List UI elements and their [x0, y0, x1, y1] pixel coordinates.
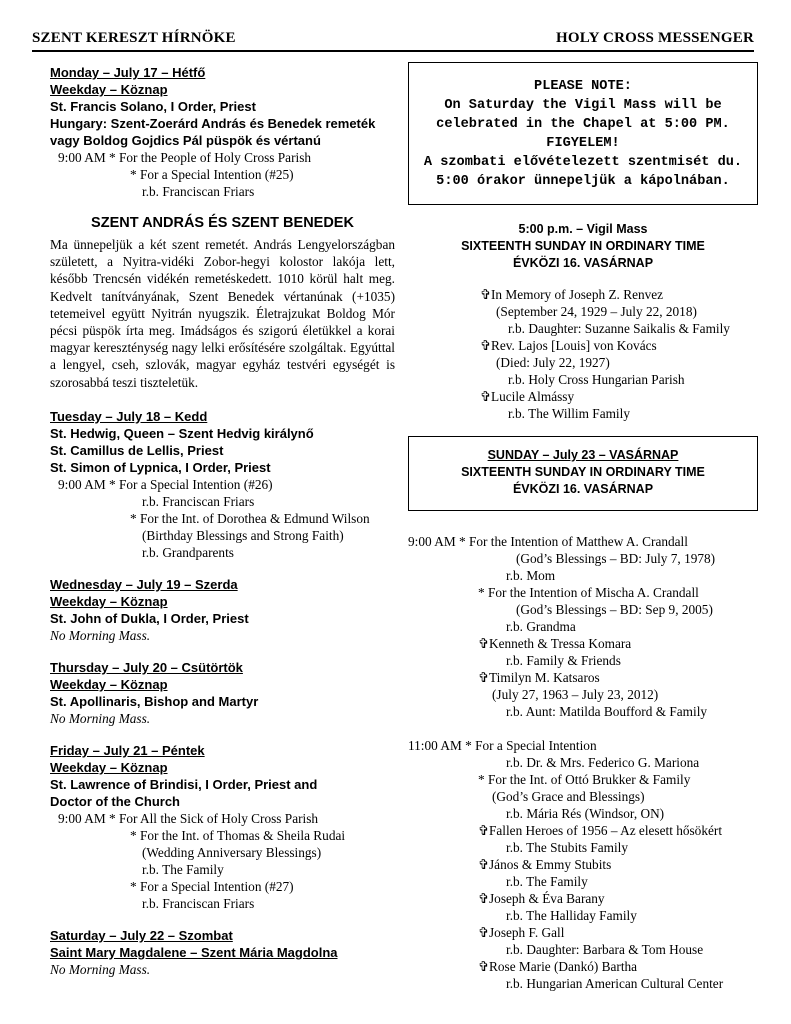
- notice-box: [408, 62, 758, 205]
- thursday-section: [50, 659, 395, 727]
- right-column: [408, 62, 758, 992]
- vigil-heading: [408, 221, 758, 272]
- requested-by: r.b. Franciscan Friars: [142, 184, 255, 199]
- intention-detail: (Wedding Anniversary Blessings): [142, 844, 322, 860]
- cross-icon: ✞: [478, 857, 490, 872]
- memorial-entry: ✞János & Emmy Stubits: [478, 857, 612, 872]
- header-title-english: HOLY CROSS MESSENGER: [556, 30, 754, 46]
- wednesday-section: [50, 576, 395, 644]
- intention-detail: (God’s Blessings – BD: Sep 9, 2005): [516, 602, 713, 617]
- monday-section: [50, 64, 395, 200]
- saint-name: St. Simon of Lypnica, I Order, Priest: [50, 459, 271, 475]
- memorial-entry: ✞Joseph F. Gall: [478, 925, 565, 940]
- requested-by: r.b. The Halliday Family: [506, 908, 637, 923]
- requested-by: r.b. Grandparents: [142, 544, 234, 560]
- saint-name: Doctor of the Church: [50, 793, 180, 809]
- saint-name: St. John of Dukla, I Order, Priest: [50, 610, 249, 626]
- requested-by: r.b. Aunt: Matilda Boufford & Family: [506, 704, 708, 719]
- requested-by: r.b. Franciscan Friars: [142, 493, 255, 509]
- memorial-entry: ✞Joseph & Éva Barany: [478, 891, 605, 906]
- mass-intention: * For the Intention of Mischa A. Crandall: [478, 585, 699, 600]
- friday-section: [50, 742, 395, 912]
- mass-note: No Morning Mass.: [50, 961, 151, 977]
- day-heading: Monday – July 17 – Hétfő: [50, 65, 206, 80]
- requested-by: r.b. Dr. & Mrs. Federico G. Mariona: [506, 755, 700, 770]
- day-heading: Tuesday – July 18 – Kedd: [50, 408, 208, 424]
- article-title: SZENT ANDRÁS ÉS SZENT BENEDEK: [91, 215, 354, 231]
- requested-by: r.b. The Willim Family: [508, 406, 630, 421]
- requested-by: r.b. Daughter: Suzanne Saikalis & Family: [508, 321, 730, 336]
- cross-icon: ✞: [480, 338, 492, 353]
- header-title-hungarian: SZENT KERESZT HÍRNÖKE: [32, 30, 236, 46]
- left-column: [50, 64, 395, 993]
- cross-icon: ✞: [478, 823, 490, 838]
- requested-by: r.b. Mom: [506, 568, 556, 583]
- mass-intention: 9:00 AM * For a Special Intention (#26): [58, 476, 273, 492]
- weekday-label: Weekday – Köznap: [50, 676, 168, 692]
- requested-by: r.b. Franciscan Friars: [142, 895, 255, 911]
- memorial-entry: ✞Lucile Almássy: [480, 389, 575, 404]
- requested-by: r.b. Hungarian American Cultural Center: [506, 976, 724, 991]
- weekday-label: Weekday – Köznap: [50, 759, 168, 775]
- memorial-entry: ✞Fallen Heroes of 1956 – Az elesett hősökért: [478, 823, 723, 838]
- memorial-entry: ✞Timilyn M. Katsaros: [478, 670, 600, 685]
- mass-intention: * For the Int. of Ottó Brukker & Family: [478, 772, 691, 787]
- notice-line: On Saturday the Vigil Mass will be: [444, 98, 722, 113]
- cross-icon: ✞: [478, 670, 490, 685]
- sunday-11am-intentions: [408, 737, 758, 992]
- requested-by: r.b. Daughter: Barbara & Tom House: [506, 942, 704, 957]
- saint-name: St. Apollinaris, Bishop and Martyr: [50, 693, 259, 709]
- liturgical-title: SIXTEENTH SUNDAY IN ORDINARY TIME: [461, 465, 705, 479]
- requested-by: r.b. The Stubits Family: [506, 840, 629, 855]
- memorial-entry: ✞Rev. Lajos [Louis] von Kovács: [480, 338, 657, 353]
- notice-line: celebrated in the Chapel at 5:00 PM.: [436, 117, 730, 132]
- day-heading: Wednesday – July 19 – Szerda: [50, 576, 238, 592]
- mass-intention: 11:00 AM * For a Special Intention: [408, 738, 597, 753]
- cross-icon: ✞: [480, 389, 492, 404]
- cross-icon: ✞: [478, 636, 490, 651]
- requested-by: r.b. The Family: [142, 861, 224, 877]
- saint-name: Saint Mary Magdalene – Szent Mária Magdolna: [50, 944, 338, 960]
- intention-detail: (Birthday Blessings and Strong Faith): [142, 527, 344, 543]
- article-text: Ma ünnepeljük a két szent remetét. András Lengyelországban született, a Nyitra-vidéki Zobor-hegyi kolostor lakója lett, később Trencsén vidékén remetéskedett. 1010 körül halt meg. Kedvelt tanítványának, Szent Benedek vértanúnak (+1035) tetemeivel együtt Nyitrán nyugszik. Életrajzukat Boldog Mór pécsi püspök írta meg. Imádságos és szigorú életükkel a korai magyar kereszténység nagy lelki erősítésére szolgáltak. Egyúttal a lengyel, cseh, szlovák, magyar egyház testvéri egységét is szorosabbá teszi tiszteletük.: [50, 237, 395, 390]
- liturgical-title-hungarian: ÉVKÖZI 16. VASÁRNAP: [512, 256, 654, 270]
- saint-name: St. Francis Solano, I Order, Priest: [50, 99, 256, 114]
- memorial-entry: ✞In Memory of Joseph Z. Renvez: [480, 287, 664, 302]
- mass-intention: 9:00 AM * For the People of Holy Cross Parish: [58, 150, 312, 165]
- saint-name: vagy Boldog Gojdics Pál püspök és vértanú: [50, 133, 321, 148]
- intention-detail: (Died: July 22, 1927): [496, 355, 610, 370]
- liturgical-title: SIXTEENTH SUNDAY IN ORDINARY TIME: [461, 239, 705, 253]
- cross-icon: ✞: [478, 891, 490, 906]
- saint-name: St. Hedwig, Queen – Szent Hedvig királynő: [50, 425, 314, 441]
- mass-intention: 9:00 AM * For All the Sick of Holy Cross Parish: [58, 810, 319, 826]
- memorial-entry: ✞Rose Marie (Dankó) Bartha: [478, 959, 638, 974]
- requested-by: r.b. Holy Cross Hungarian Parish: [508, 372, 685, 387]
- liturgical-title-hungarian: ÉVKÖZI 16. VASÁRNAP: [512, 482, 654, 496]
- mass-note: No Morning Mass.: [50, 627, 151, 643]
- weekday-label: Weekday – Köznap: [50, 82, 168, 97]
- vigil-intentions: [480, 286, 758, 422]
- cross-icon: ✞: [480, 287, 492, 302]
- requested-by: r.b. The Family: [506, 874, 588, 889]
- page-header: [32, 30, 754, 52]
- mass-note: No Morning Mass.: [50, 710, 151, 726]
- mass-intention: 9:00 AM * For the Intention of Matthew A. Crandall: [408, 534, 688, 549]
- requested-by: r.b. Family & Friends: [506, 653, 621, 668]
- tuesday-section: [50, 408, 395, 561]
- intention-detail: (July 27, 1963 – July 23, 2012): [492, 687, 659, 702]
- notice-line: A szombati elővételezett szentmisét du.: [423, 155, 743, 170]
- mass-intention: * For a Special Intention (#25): [130, 167, 294, 182]
- sunday-box: [408, 436, 758, 511]
- saint-name: Hungary: Szent-Zoerárd András és Benedek remeték: [50, 116, 376, 131]
- day-heading: Saturday – July 22 – Szombat: [50, 927, 233, 943]
- requested-by: r.b. Grandma: [506, 619, 576, 634]
- notice-line: PLEASE NOTE:: [534, 79, 632, 94]
- saint-name: St. Camillus de Lellis, Priest: [50, 442, 224, 458]
- day-heading: SUNDAY – July 23 – VASÁRNAP: [487, 448, 679, 462]
- intention-detail: (God’s Blessings – BD: July 7, 1978): [516, 551, 716, 566]
- intention-detail: (September 24, 1929 – July 22, 2018): [496, 304, 697, 319]
- intention-detail: (God’s Grace and Blessings): [492, 789, 645, 804]
- cross-icon: ✞: [478, 925, 490, 940]
- vigil-time: 5:00 p.m. – Vigil Mass: [518, 222, 648, 236]
- mass-intention: * For the Int. of Dorothea & Edmund Wilson: [130, 510, 370, 526]
- weekday-label: Weekday – Köznap: [50, 593, 168, 609]
- day-heading: Friday – July 21 – Péntek: [50, 742, 205, 758]
- saint-name: St. Lawrence of Brindisi, I Order, Priest and: [50, 776, 318, 792]
- memorial-entry: ✞Kenneth & Tressa Komara: [478, 636, 632, 651]
- day-heading: Thursday – July 20 – Csütörtök: [50, 659, 243, 675]
- cross-icon: ✞: [478, 959, 490, 974]
- requested-by: r.b. Mária Rés (Windsor, ON): [506, 806, 665, 821]
- saturday-section: [50, 927, 395, 978]
- mass-intention: * For the Int. of Thomas & Sheila Rudai: [130, 827, 346, 843]
- mass-intention: * For a Special Intention (#27): [130, 878, 294, 894]
- notice-line: 5:00 órakor ünnepeljük a kápolnában.: [436, 174, 730, 189]
- notice-line: FIGYELEM!: [546, 136, 620, 151]
- sunday-9am-intentions: [408, 533, 758, 720]
